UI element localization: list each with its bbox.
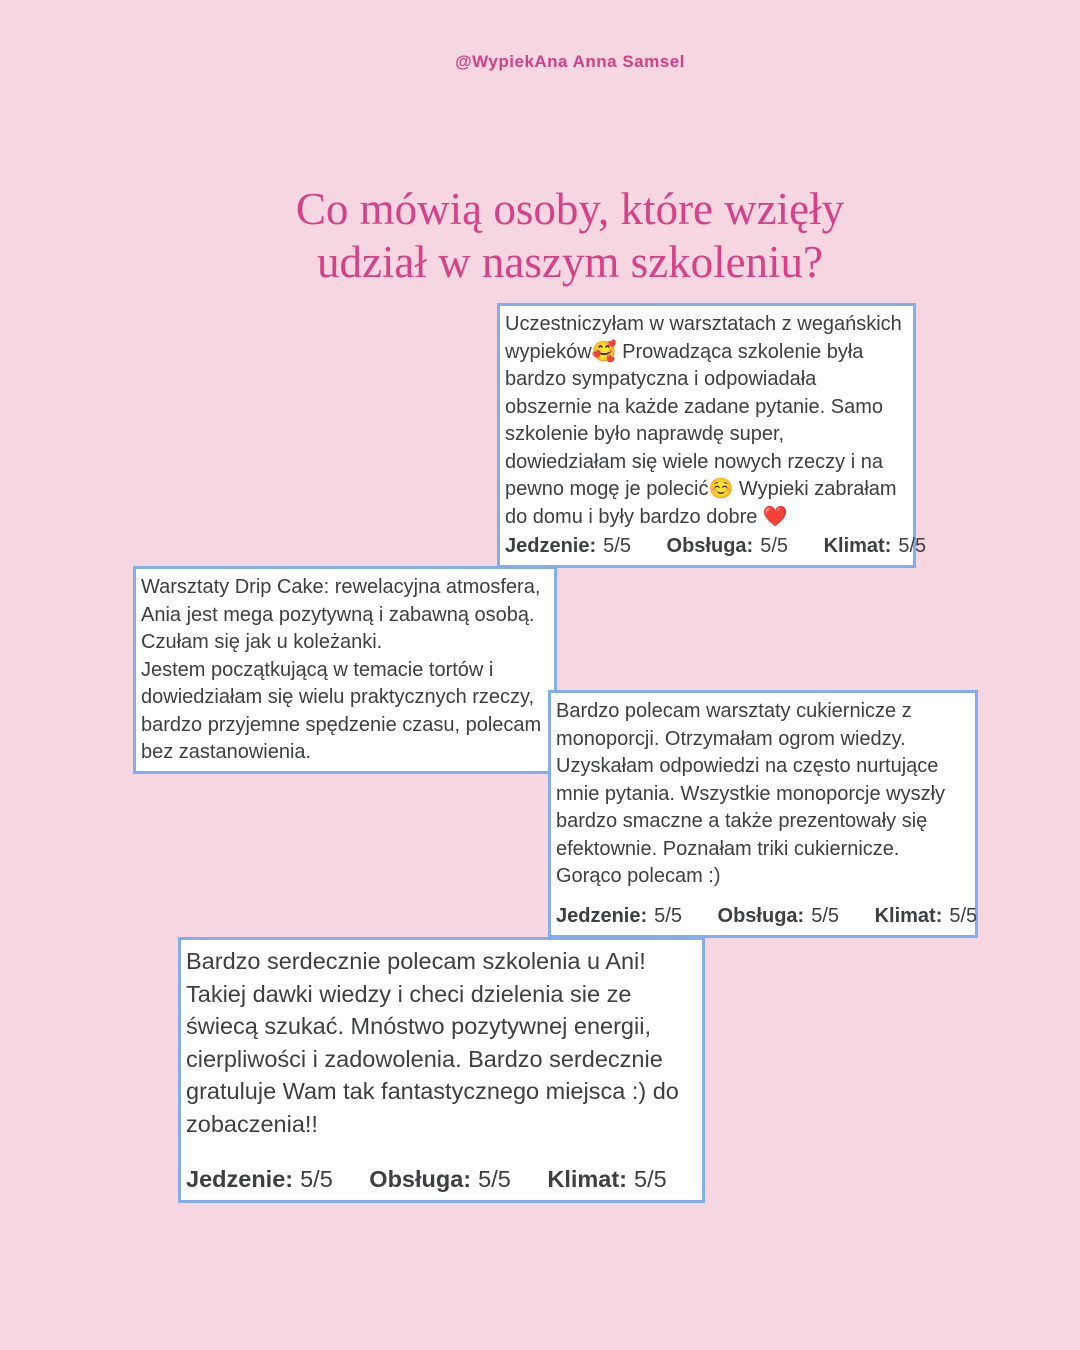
rating-row — [556, 905, 978, 928]
rating-klimat: Klimat: 5/5 — [823, 535, 927, 557]
testimonial-card-3 — [548, 690, 978, 938]
page-title-line2: udział w naszym szkoleniu? — [316, 237, 824, 287]
testimonial-card-1 — [497, 303, 927, 568]
account-handle: @WypiekAna Anna Samsel — [455, 52, 685, 71]
rating-row — [186, 1166, 696, 1193]
rating-obsluga: Obsługa: 5/5 — [666, 535, 789, 557]
page-title — [0, 183, 1080, 289]
rating-klimat: Klimat: 5/5 — [874, 905, 978, 927]
rating-row — [505, 535, 927, 558]
testimonial-text: Uczestniczyłam w warsztatach z wegańskich wypieków🥰 Prowadząca szkolenie była bardzo sympatyczna i odpowiadała obszernie na każde zadane pytanie. Samo szkolenie było naprawdę super, dowiedziałam się wiele nowych rzeczy i na pewno mogę je polecić☺️ Wypieki zabrałam do domu i były bardzo dobre ❤️ — [505, 313, 902, 528]
rating-klimat: Klimat: 5/5 — [547, 1166, 667, 1192]
rating-jedzenie: Jedzenie: 5/5 — [186, 1166, 333, 1192]
rating-jedzenie: Jedzenie: 5/5 — [556, 905, 682, 927]
rating-obsluga: Obsługa: 5/5 — [717, 905, 840, 927]
testimonial-card-2 — [133, 566, 557, 774]
testimonial-text: Warsztaty Drip Cake: rewelacyjna atmosfera, Ania jest mega pozytywną i zabawną osobą. Czułam się jak u koleżanki. Jestem początkującą w temacie tortów i dowiedziałam się wielu praktycznych rzeczy, bardzo przyjemne spędzenie czasu, polecam bez zastanowienia. — [141, 576, 542, 763]
rating-jedzenie: Jedzenie: 5/5 — [505, 535, 631, 557]
page-title-line1: Co mówią osoby, które wzięły — [295, 184, 845, 234]
testimonial-text: Bardzo serdecznie polecam szkolenia u Ani! Takiej dawki wiedzy i checi dzielenia sie ze świecą szukać. Mnóstwo pozytywnej energii, cierpliwości i zadowolenia. Bardzo serdecznie gratuluje Wam tak fantastycznego miejsca :) do zobaczenia!! — [186, 948, 679, 1137]
rating-obsluga: Obsługa: 5/5 — [369, 1166, 511, 1192]
testimonial-text: Bardzo polecam warsztaty cukiernicze z monoporcji. Otrzymałam ogrom wiedzy. Uzyskałam odpowiedzi na często nurtujące mnie pytania. Wszystkie monoporcje wyszły bardzo smaczne a także prezentowały się efektownie. Poznałam triki cukiernicze. Gorąco polecam :) — [556, 700, 946, 887]
testimonial-card-4 — [178, 937, 705, 1203]
